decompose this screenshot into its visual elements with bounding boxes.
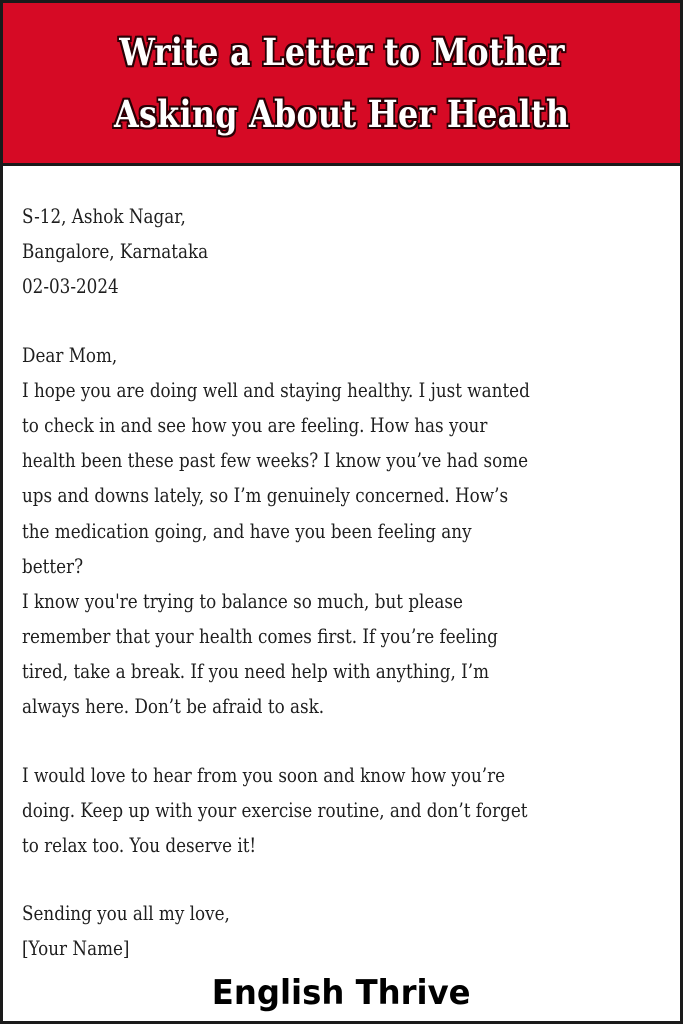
paragraph-line: remember that your health comes first. If you’re feeling	[22, 625, 498, 649]
letter-body	[22, 199, 667, 967]
paragraph-line: to check in and see how you are feeling. How has your	[22, 413, 488, 437]
address-line-2: Bangalore, Karnataka	[22, 240, 209, 264]
paragraph-line: I know you're trying to balance so much, but please	[22, 589, 463, 613]
paragraph-1	[22, 373, 667, 584]
title-line-1: Write a Letter to Mother	[118, 30, 565, 74]
brand-name: English Thrive	[212, 973, 471, 1013]
spacer	[22, 863, 667, 896]
salutation: Dear Mom,	[22, 343, 118, 367]
spacer	[22, 305, 667, 338]
paragraph-line: doing. Keep up with your exercise routine, and don’t forget	[22, 798, 528, 822]
paragraph-line: ups and downs lately, so I’m genuinely concerned. How’s	[22, 484, 509, 508]
brand-footer	[3, 969, 680, 1017]
paragraph-line: the medication going, and have you been feeling any	[22, 519, 472, 543]
paragraph-line: better?	[22, 554, 84, 578]
paragraph-line: I hope you are doing well and staying healthy. I just wanted	[22, 378, 530, 402]
paragraph-line: health been these past few weeks? I know you’ve had some	[22, 449, 529, 473]
title-line-2: Asking About Her Health	[113, 92, 570, 136]
paragraph-3	[22, 758, 667, 864]
signature: [Your Name]	[22, 937, 130, 961]
spacer	[22, 725, 667, 758]
paragraph-line: I would love to hear from you soon and know how you’re	[22, 763, 506, 787]
paragraph-line: to relax too. You deserve it!	[22, 834, 257, 857]
address-line-1: S-12, Ashok Nagar,	[22, 205, 186, 228]
letter-date: 02-03-2024	[22, 275, 119, 299]
paragraph-2	[22, 584, 667, 725]
title-banner	[3, 3, 680, 166]
closing: Sending you all my love,	[22, 902, 230, 926]
paragraph-line: always here. Don’t be afraid to ask.	[22, 695, 325, 719]
paragraph-line: tired, take a break. If you need help with anything, I’m	[22, 660, 489, 684]
